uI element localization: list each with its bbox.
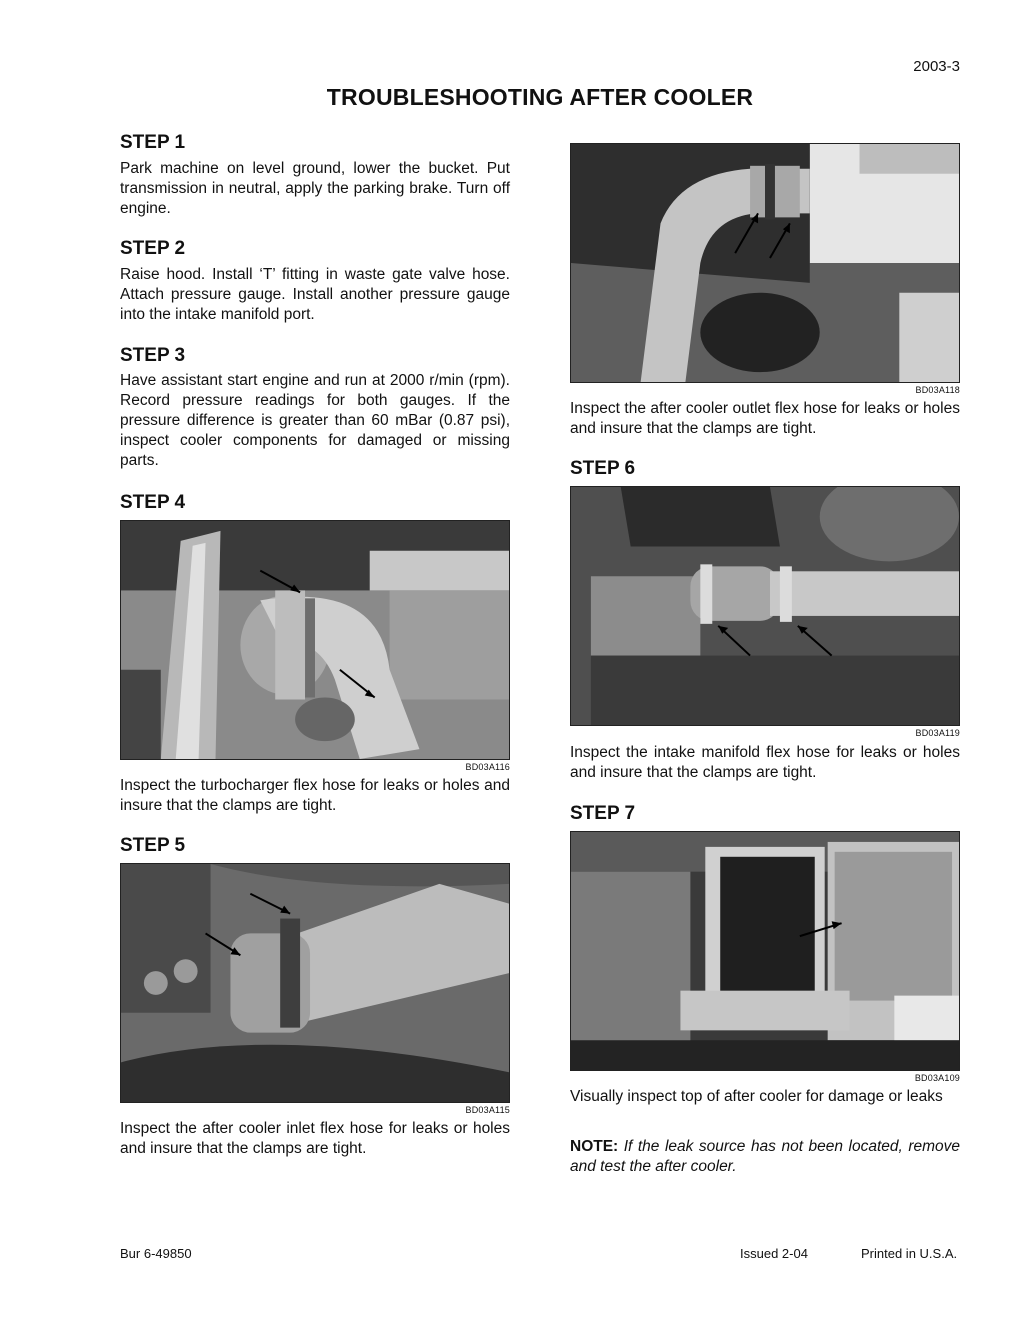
outlet-caption: Inspect the after cooler outlet flex hose for leaks or holes and insure that the clamps are tight. xyxy=(570,400,960,437)
turbocharger-hose-photo xyxy=(120,520,510,760)
step-7-heading: STEP 7 xyxy=(570,803,636,824)
note-label: NOTE: xyxy=(570,1138,619,1155)
note-text: If the leak source has not been located, remove and test the after cooler. xyxy=(570,1138,961,1175)
step-7-caption: Visually inspect top of after cooler for damage or leaks xyxy=(570,1088,943,1105)
photo-code-step-4: BD03A116 xyxy=(465,762,510,772)
intake-manifold-hose-photo xyxy=(570,486,960,726)
step-3-text: Have assistant start engine and run at 2000 r/min (rpm). Record pressure readings for both gauges. If the pressure difference is greater than 60 mBar (0.87 psi), inspect cooler components for damaged or missing parts. xyxy=(120,372,510,469)
after-cooler-outlet-hose-photo xyxy=(570,143,960,383)
step-6-caption: Inspect the intake manifold flex hose for leaks or holes and insure that the clamps are tight. xyxy=(570,744,960,781)
footer-issued: Issued 2-04 xyxy=(740,1246,808,1261)
photo-code-step-6: BD03A119 xyxy=(915,728,960,738)
photo-code-step-5: BD03A115 xyxy=(465,1105,510,1115)
footer-printed: Printed in U.S.A. xyxy=(861,1246,958,1261)
step-3-heading: STEP 3 xyxy=(120,345,186,366)
after-cooler-top-photo xyxy=(570,831,960,1071)
step-5-heading: STEP 5 xyxy=(120,835,186,856)
step-1-heading: STEP 1 xyxy=(120,132,186,153)
step-2-heading: STEP 2 xyxy=(120,238,186,259)
step-2-text: Raise hood. Install ‘T’ fitting in waste gate valve hose. Attach pressure gauge. Install another pressure gauge into the intake manifold port. xyxy=(120,266,510,323)
page-title: TROUBLESHOOTING AFTER COOLER xyxy=(326,84,754,110)
step-5-caption: Inspect the after cooler inlet flex hose for leaks or holes and insure that the clamps are tight. xyxy=(120,1120,510,1157)
photo-code-step-7: BD03A109 xyxy=(914,1073,960,1083)
step-1-text: Park machine on level ground, lower the bucket. Put transmission in neutral, apply the parking brake. Turn off engine. xyxy=(120,160,510,217)
step-6-heading: STEP 6 xyxy=(570,458,636,479)
page-number: 2003-3 xyxy=(913,58,960,75)
footer-publication-number: Bur 6-49850 xyxy=(120,1246,192,1261)
photo-code-outlet: BD03A118 xyxy=(915,385,960,395)
note-block xyxy=(570,1137,960,1177)
after-cooler-inlet-hose-photo xyxy=(120,863,510,1103)
step-4-caption: Inspect the turbocharger flex hose for leaks or holes and insure that the clamps are tight. xyxy=(120,777,510,814)
step-4-heading: STEP 4 xyxy=(120,492,186,513)
